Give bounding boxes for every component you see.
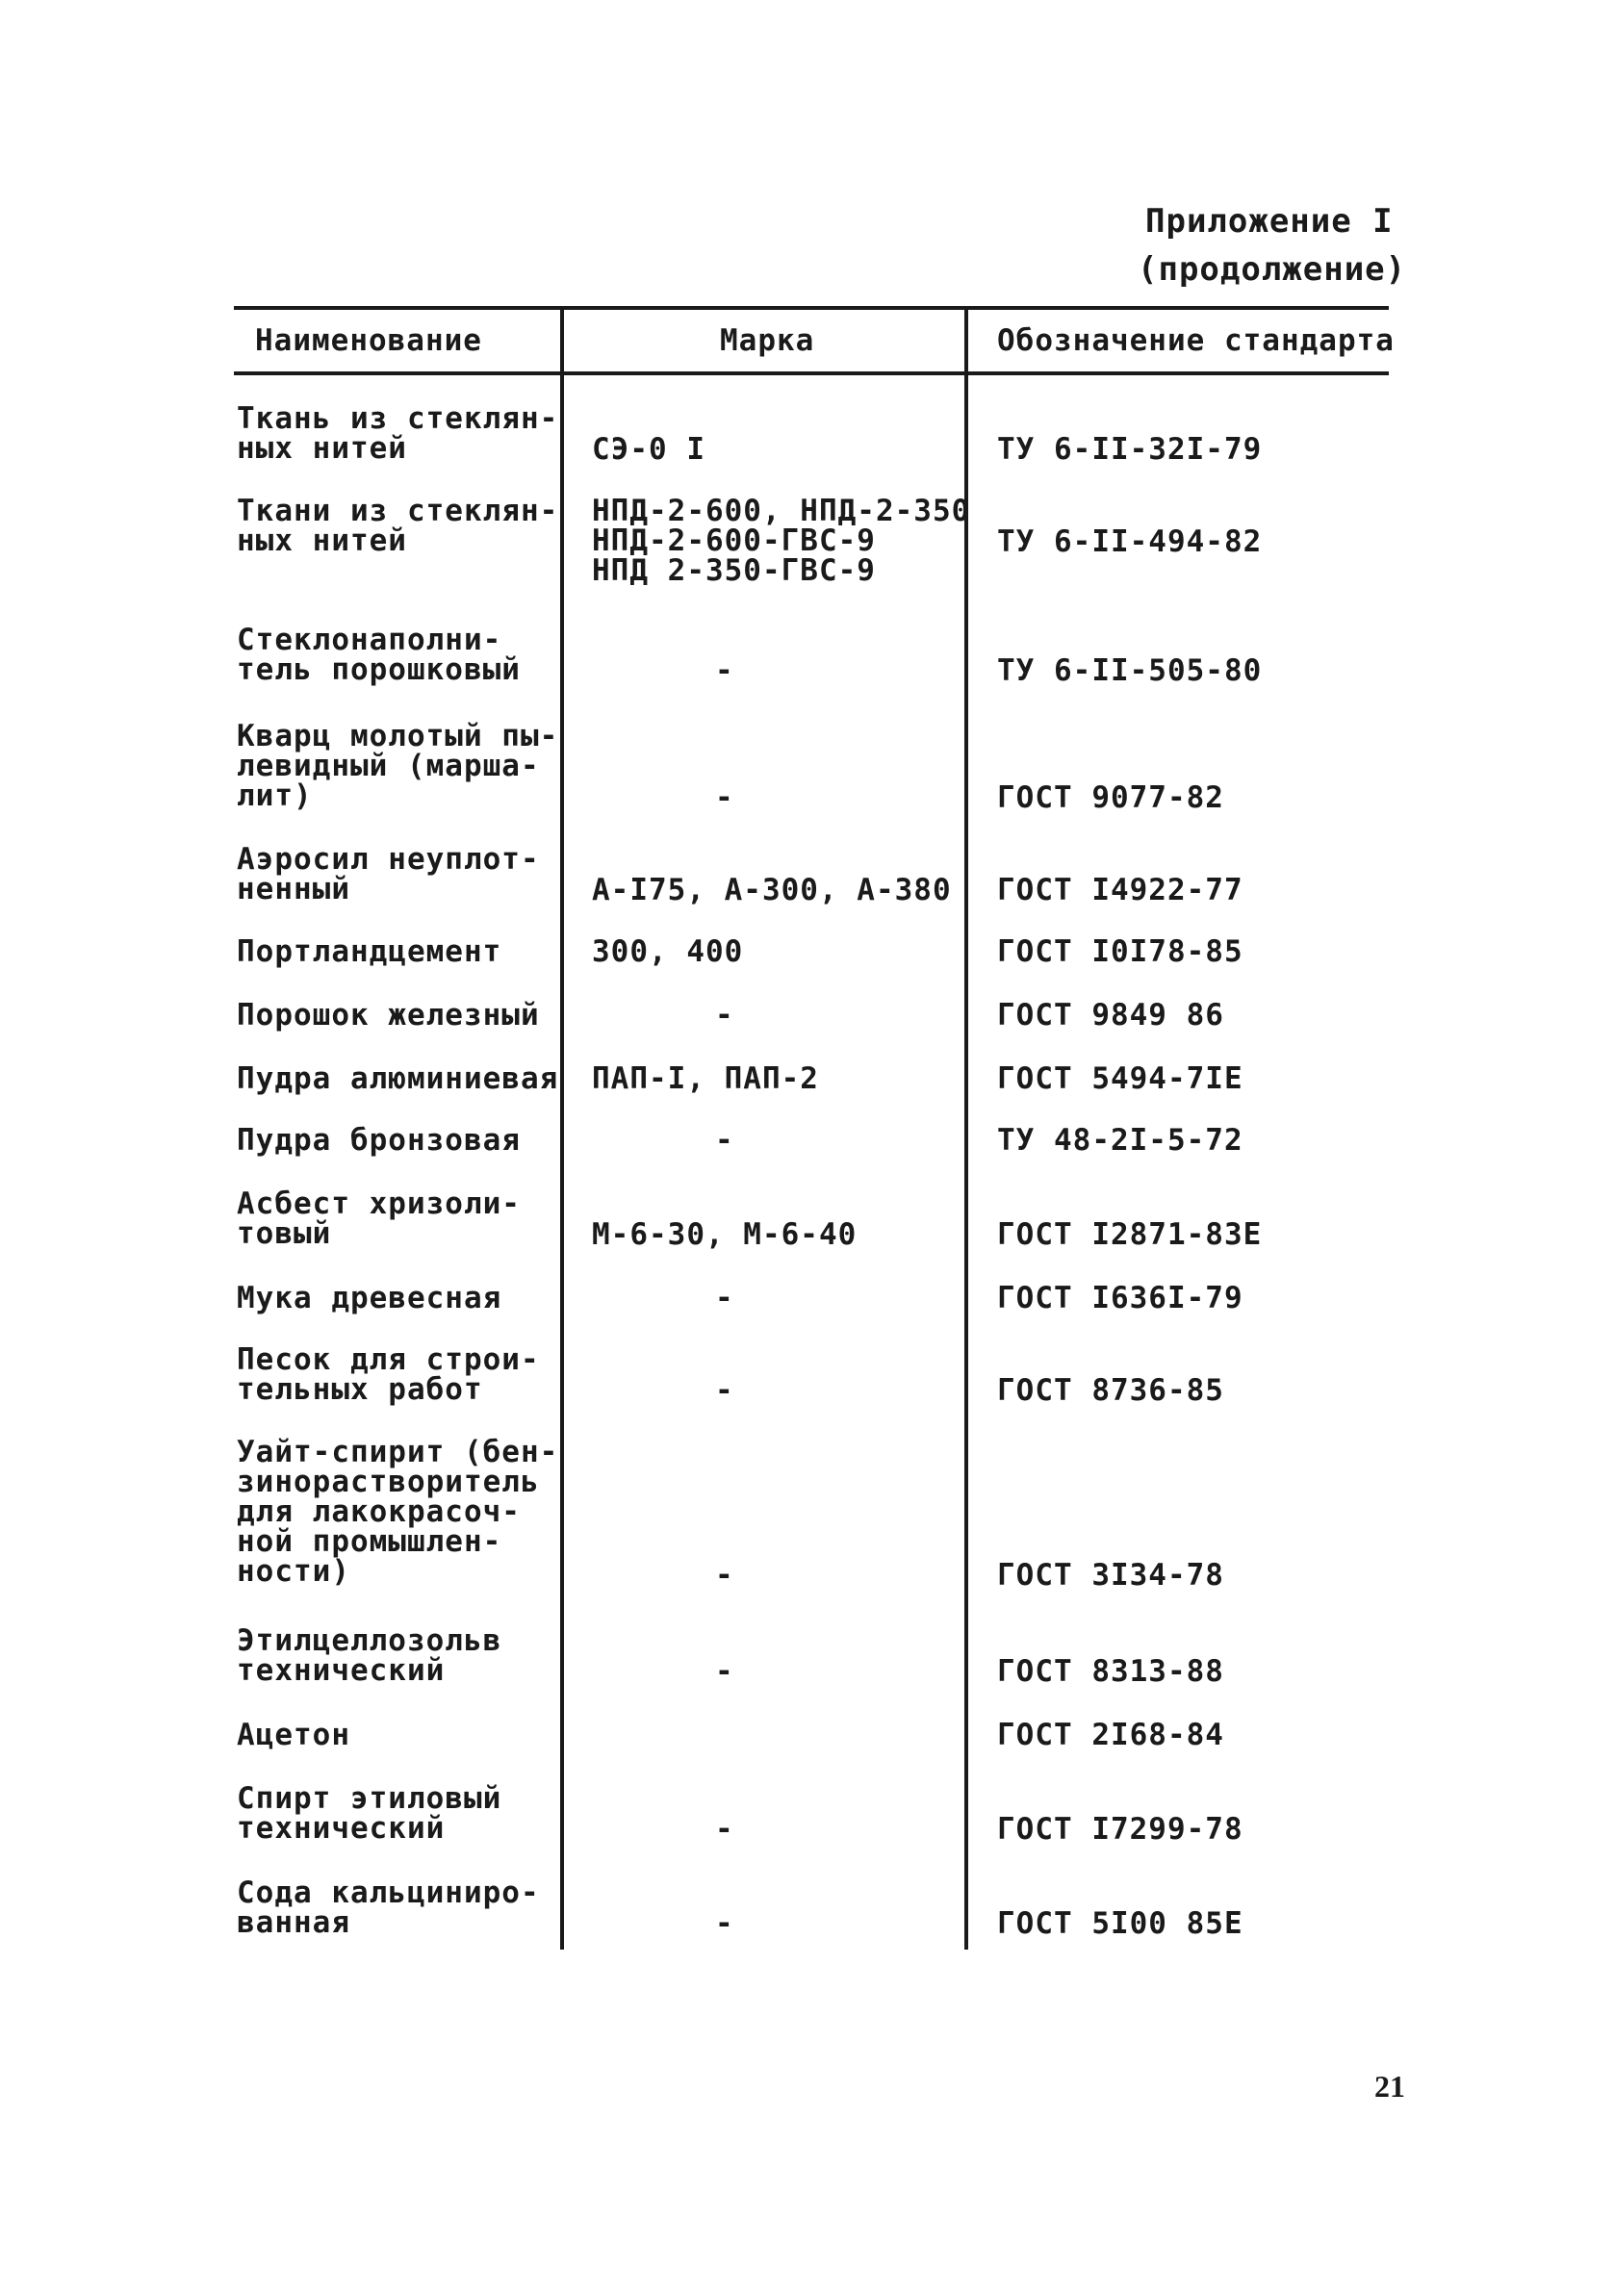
row-name: Ткани из стеклян- ных нитей [237,494,559,558]
row-mark: М-6-30, М-6-40 [592,1217,858,1252]
row-name: Кварц молотый пы- левидный (марша- лит) [237,719,559,813]
header-name: Наименование [255,323,482,358]
row-mark: - [715,1654,734,1689]
row-mark: - [715,653,734,688]
row-standard: ГОСТ 9849 86 [997,998,1224,1033]
row-mark: - [715,1558,734,1593]
row-standard: ГОСТ 5I00 85Е [997,1906,1243,1941]
row-standard: ГОСТ I636I-79 [997,1281,1243,1315]
row-name: Спирт этиловый технический [237,1781,502,1846]
row-name: Этилцеллозольв технический [237,1623,502,1688]
row-mark: - [715,1281,734,1315]
row-standard: ТУ 48-2I-5-72 [997,1123,1243,1158]
appendix-caption [1138,197,1407,293]
table-top-rule [234,306,1389,310]
header-standard: Обозначение стандарта [997,323,1395,358]
row-mark: СЭ-0 I [592,432,705,467]
row-mark: - [715,780,734,815]
row-name: Пудра алюминиевая [237,1061,559,1096]
row-name: Уайт-спирит (бен- зинорастворитель для лакокрасоч- ной промышлен- ности) [237,1435,559,1589]
column-divider-1 [560,306,564,1950]
row-standard: ГОСТ 8736-85 [997,1373,1224,1408]
row-mark: А-I75, А-300, А-380 [592,873,952,907]
row-standard: ГОСТ I2871-83Е [997,1217,1263,1252]
row-name: Ацетон [237,1718,350,1752]
row-mark: - [715,1373,734,1408]
row-mark: 300, 400 [592,934,744,969]
row-standard: ГОСТ 2I68-84 [997,1718,1224,1752]
table-header-rule [234,371,1389,375]
row-mark: - [715,1906,734,1941]
row-name: Песок для строи- тельных работ [237,1342,540,1407]
appendix-subtitle: (продолжение) [1138,250,1407,289]
row-standard: ТУ 6-II-494-82 [997,524,1263,559]
row-standard: ГОСТ 9077-82 [997,780,1224,815]
row-mark: - [715,1123,734,1158]
row-name: Аэросил неуплот- ненный [237,842,540,906]
row-name: Асбест хризоли- товый [237,1186,521,1251]
row-standard: ГОСТ I4922-77 [997,873,1243,907]
materials-table [234,306,1395,1950]
row-mark: НПД-2-600, НПД-2-350 НПД-2-600-ГВС-9 НПД 2-350-ГВС-9 [592,494,971,588]
row-name: Мука древесная [237,1281,502,1315]
appendix-title: Приложение I [1145,202,1394,241]
row-name: Пудра бронзовая [237,1123,521,1158]
row-standard: ГОСТ I7299-78 [997,1812,1243,1847]
row-name: Стеклонаполни- тель порошковый [237,623,521,687]
row-mark: - [715,1812,734,1847]
row-mark: ПАП-I, ПАП-2 [592,1061,819,1096]
row-name: Ткань из стеклян- ных нитей [237,401,559,466]
row-standard: ГОСТ I0I78-85 [997,934,1243,969]
row-standard: ГОСТ 8313-88 [997,1654,1224,1689]
row-standard: ГОСТ 3I34-78 [997,1558,1224,1593]
row-mark: - [715,998,734,1033]
row-name: Портландцемент [237,934,502,969]
page-number: 21 [1374,2069,1405,2104]
row-name: Сода кальциниро- ванная [237,1875,540,1940]
row-name: Порошок железный [237,998,540,1033]
header-mark: Марка [720,323,815,358]
row-standard: ТУ 6-II-505-80 [997,653,1263,688]
row-standard: ТУ 6-II-32I-79 [997,432,1263,467]
row-standard: ГОСТ 5494-7IЕ [997,1061,1243,1096]
